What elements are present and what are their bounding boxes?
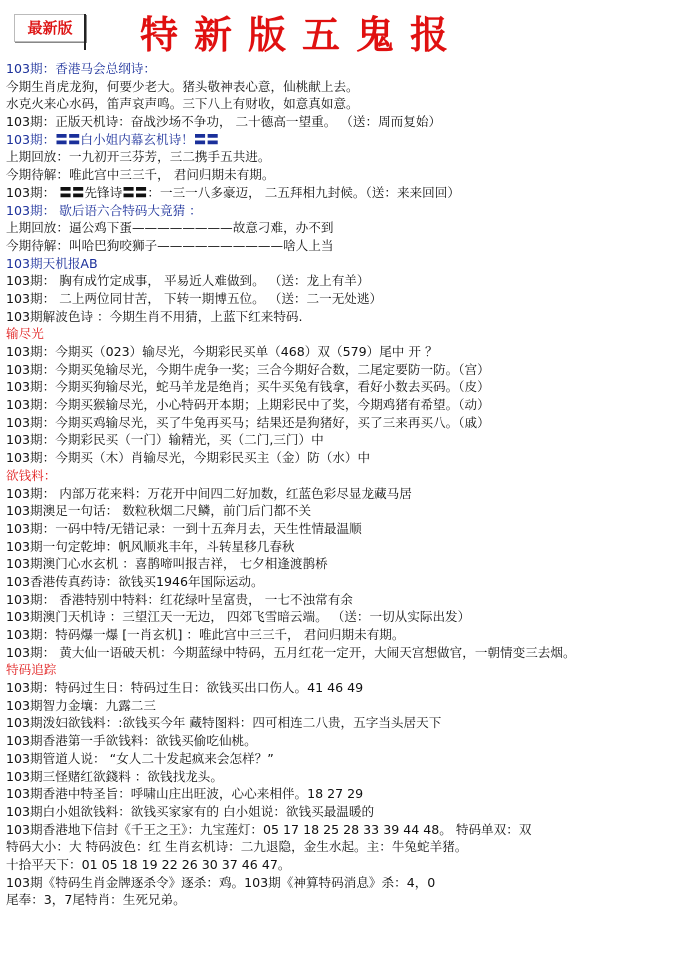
text-line: 103期：特码过生日：特码过生日：欲钱买出口伤人。41 46 49 [6, 680, 364, 696]
text-line: 103期： 胸有成竹定成事， 平易近人难做到。 （送：龙上有羊） [6, 273, 370, 289]
text-line: 上期回放：逼公鸡下蛋————————故意刁难，办不到 [6, 220, 334, 236]
text-line: 103期：〓〓白小姐内幕玄机诗！〓〓 [6, 131, 219, 147]
text-line: 103期： 二上两位同甘苦， 下转一期博五位。 （送：二一无处逃） [6, 290, 383, 306]
header-divider [84, 14, 86, 50]
text-line: 103期：香港马会总纲诗： [6, 61, 156, 76]
text-line: 103期一句定乾坤：帆风顺兆丰年，斗转星移几春秋 [6, 538, 295, 554]
text-line: 103期：一码中特/无错记录：一到十五奔月去，天生性情最温顺 [6, 520, 362, 536]
text-line: 103期香港中特圣旨：呼啸山庄出旺波，心心来相伴。18 27 29 [6, 786, 364, 802]
text-line: 特码大小：大 特码波色：红 生肖玄机诗：二九退隐，金生水起。主：牛兔蛇羊猪。 [6, 839, 468, 855]
text-line: 103期《特码生肖金牌逐杀令》逐杀：鸡。103期《神算特码消息》杀：4，0 [6, 874, 436, 890]
text-line: 103期：今期买鸡输尽光，买了牛兔再买马；结果还是狗猪好，买了三来再买八。（戚） [6, 414, 490, 430]
text-line: 103期解波色诗 ：今期生肖不用猜，上蓝下红来特码. [6, 308, 303, 324]
text-line: 尾奉：3，7尾特肖：生死兄弟。 [6, 892, 186, 908]
text-line: 十拾平天下：01 05 18 19 22 26 30 37 46 47。 [6, 856, 291, 872]
text-line: 103期： 〓〓先锋诗〓〓：一三一八多豪迈， 二五拜相九封候。（送：来来回回） [6, 184, 460, 200]
text-line: 103期管道人说： “女人二十发起疯来会怎样？” [6, 750, 274, 766]
text-line: 103期： 歇后语六合特码大竟猜 ： [6, 202, 202, 218]
text-line: 103期香港第一手欲钱料：欲钱买偷吃仙桃。 [6, 733, 257, 749]
text-line: 今期待解：唯此宫中三三千， 君问归期未有期。 [6, 167, 275, 183]
page-title: 特新版五鬼报 [140, 12, 465, 57]
article-body [6, 60, 682, 909]
text-line: 水克火来心水码，笛声哀声鸣。三下八上有财收，如意真如意。 [6, 96, 359, 112]
text-line: 103期： 黄大仙一语破天机：今期蓝绿中特码，五月红花一定开，大闹天宫想做官，一朝情变三去烟。 [6, 644, 576, 660]
text-line: 103期澳门天机诗 ：三望江天一无边， 四郊飞雪暗云端。 （送：一切从实际出发） [6, 609, 471, 625]
text-line: 103期泼妇欲钱料：:欲钱买今年 藏特图料：四可相连二八贵，五字当头居天下 [6, 715, 442, 731]
text-line: 103期三怪赌红欲錢料 ：欲钱找龙头。 [6, 768, 223, 784]
text-line: 103期： 香港特别中特料：红花绿叶呈富贵， 一七不浊常有余 [6, 591, 353, 607]
text-line: 103期：今期买（木）肖输尽光，今期彩民买主（金）防（水）中 [6, 450, 371, 466]
text-line: 103期香港地下信封《千王之王》：九宝莲灯：05 17 18 25 28 33 39 44 48。 特码单双：双 [6, 821, 532, 837]
latest-edition-badge: 最新版 [14, 14, 86, 42]
page-header [0, 0, 684, 60]
section-heading: 特码追踪 [6, 662, 57, 678]
text-line: 103期： 内部万花来料：万花开中间四二好加数，红蓝色彩尽显龙藏马居 [6, 485, 412, 501]
text-line: 103期：今期彩民买（一门）输精光，买（二门,三门）中 [6, 432, 324, 448]
text-line: 103期：今期买兔输尽光，今期牛虎争一奖；三合今期好合数，二尾定要防一防。（宫） [6, 361, 490, 377]
text-line: 上期回放：一九初开三芬芳，三二携手五共进。 [6, 149, 271, 165]
text-line: 103期：今期买（023）输尽光，今期彩民买单（468）双（579）尾中 开 ？ [6, 344, 438, 359]
text-line: 103期澳足一句话： 数粒秋烟二尺鳞，前门后门都不关 [6, 503, 312, 519]
section-heading: 欲钱料： [6, 467, 57, 483]
section-heading: 输尽光 [6, 326, 44, 342]
text-line: 103期：今期买狗输尽光，蛇马羊龙是绝肖；买牛买兔有钱拿，看好小数去买码。（皮） [6, 379, 490, 395]
text-line: 103期澳门心水玄机 ：喜鹊啼叫报吉祥， 七夕相逢渡鹊桥 [6, 556, 328, 572]
text-line: 今期待解：叫哈巴狗咬狮子——————————啥人上当 [6, 237, 334, 253]
text-line: 103期：特码爆一爆 [一肖玄机] ：唯此宫中三三千， 君问归期未有期。 [6, 627, 405, 642]
text-line: 今期生肖虎龙狗，何要少老大。猪头敬神表心意，仙桃献上去。 [6, 78, 359, 94]
text-line: 103期：正版天机诗：奋战沙场不争功， 二十德高一望重。 （送：周而复始） [6, 114, 442, 130]
text-line: 103期：今期买猴输尽光，小心特码开本期；上期彩民中了奖，今期鸡猪有希望。（动） [6, 397, 490, 413]
text-line: 103期天机报AB [6, 255, 98, 271]
text-line: 103香港传真药诗：欲钱买1946年国际运动。 [6, 573, 264, 589]
text-line: 103期智力金壤：九露二三 [6, 697, 156, 713]
text-line: 103期白小姐欲钱料：欲钱买家家有的 白小姐说：欲钱买最温暖的 [6, 803, 375, 819]
